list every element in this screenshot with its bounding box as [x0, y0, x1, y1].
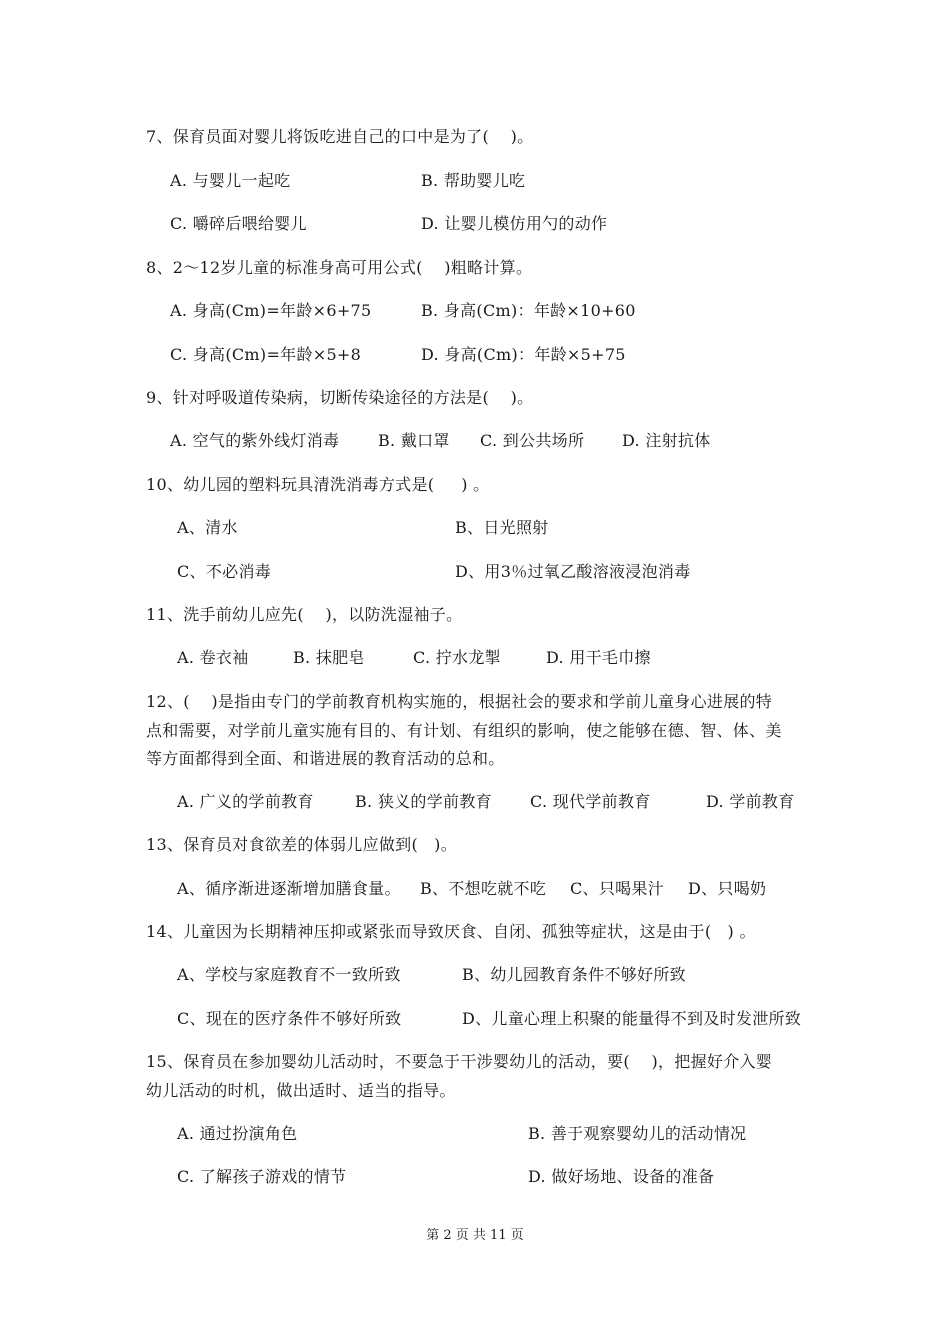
question-12-option-c: C. 现代学前教育	[530, 792, 651, 811]
question-15-stem-line-1: 15、保育员在参加婴幼儿活动时，不要急于干涉婴幼儿的活动，要( )，把握好介入婴	[146, 1052, 773, 1071]
question-9-option-b: B. 戴口罩	[378, 431, 450, 450]
question-8-option-d: D. 身高(Cm)：年龄×5+75	[421, 345, 626, 364]
question-12-stem-line-3: 等方面都得到全面、和谐进展的教育活动的总和。	[146, 749, 505, 768]
question-12-stem-line-1: 12、( )是指由专门的学前教育机构实施的，根据社会的要求和学前儿童身心进展的特	[146, 692, 773, 711]
question-7-stem: 7、保育员面对婴儿将饭吃进自己的口中是为了( )。	[146, 127, 534, 146]
question-7-option-a: A. 与婴儿一起吃	[170, 171, 291, 190]
question-12-stem-line-2: 点和需要，对学前儿童实施有目的、有计划、有组织的影响，使之能够在德、智、体、美	[146, 721, 782, 740]
question-9-option-d: D. 注射抗体	[622, 431, 711, 450]
question-10-stem: 10、幼儿园的塑料玩具清洗消毒方式是( ) 。	[146, 475, 490, 494]
question-10-option-a: A、清水	[177, 518, 238, 537]
question-11-option-c: C. 拧水龙掣	[413, 648, 501, 667]
question-9-stem: 9、针对呼吸道传染病，切断传染途径的方法是( )。	[146, 388, 534, 407]
question-13-option-b: B、不想吃就不吃	[420, 879, 547, 898]
question-12-option-a: A. 广义的学前教育	[177, 792, 314, 811]
question-15-option-a: A. 通过扮演角色	[177, 1124, 298, 1143]
question-15-option-c: C. 了解孩子游戏的情节	[177, 1167, 347, 1186]
page-number-footer: 第 2 页 共 11 页	[426, 1228, 524, 1243]
question-14-option-b: B、幼儿园教育条件不够好所致	[462, 965, 686, 984]
question-11-option-d: D. 用干毛巾擦	[546, 648, 651, 667]
question-12-option-b: B. 狭义的学前教育	[355, 792, 492, 811]
question-15-option-b: B. 善于观察婴幼儿的活动情况	[528, 1124, 747, 1143]
question-14-option-d: D、儿童心理上积聚的能量得不到及时发泄所致	[462, 1009, 802, 1028]
question-10-option-c: C、不必消毒	[177, 562, 272, 581]
question-9-option-c: C. 到公共场所	[480, 431, 585, 450]
question-8-option-a: A. 身高(Cm)=年龄×6+75	[170, 301, 372, 320]
question-7-option-c: C. 嚼碎后喂给婴儿	[170, 214, 307, 233]
question-11-option-a: A. 卷衣袖	[177, 648, 249, 667]
question-15-stem-line-2: 幼儿活动的时机，做出适时、适当的指导。	[146, 1081, 456, 1100]
question-13-option-d: D、只喝奶	[688, 879, 767, 898]
question-8-stem: 8、2～12岁儿童的标准身高可用公式( )粗略计算。	[146, 258, 533, 277]
question-7-option-d: D. 让婴儿模仿用勺的动作	[421, 214, 608, 233]
question-14-option-a: A、学校与家庭教育不一致所致	[177, 965, 401, 984]
question-7-option-b: B. 帮助婴儿吃	[421, 171, 526, 190]
question-14-option-c: C、现在的医疗条件不够好所致	[177, 1009, 402, 1028]
question-10-option-d: D、用3％过氧乙酸溶液浸泡消毒	[455, 562, 691, 581]
question-10-option-b: B、日光照射	[455, 518, 549, 537]
question-13-stem: 13、保育员对食欲差的体弱儿应做到( )。	[146, 835, 458, 854]
question-14-stem: 14、儿童因为长期精神压抑或紧张而导致厌食、自闭、孤独等症状，这是由于( ) 。	[146, 922, 756, 941]
question-12-option-d: D. 学前教育	[706, 792, 795, 811]
question-13-option-a: A、循序渐进逐渐增加膳食量。	[177, 879, 401, 898]
question-8-option-c: C. 身高(Cm)=年龄×5+8	[170, 345, 362, 364]
question-9-option-a: A. 空气的紫外线灯消毒	[170, 431, 340, 450]
question-11-option-b: B. 抹肥皂	[293, 648, 365, 667]
question-13-option-c: C、只喝果汁	[570, 879, 665, 898]
question-8-option-b: B. 身高(Cm)：年龄×10+60	[421, 301, 636, 320]
question-11-stem: 11、洗手前幼儿应先( )，以防洗湿袖子。	[146, 605, 463, 624]
question-15-option-d: D. 做好场地、设备的准备	[528, 1167, 715, 1186]
